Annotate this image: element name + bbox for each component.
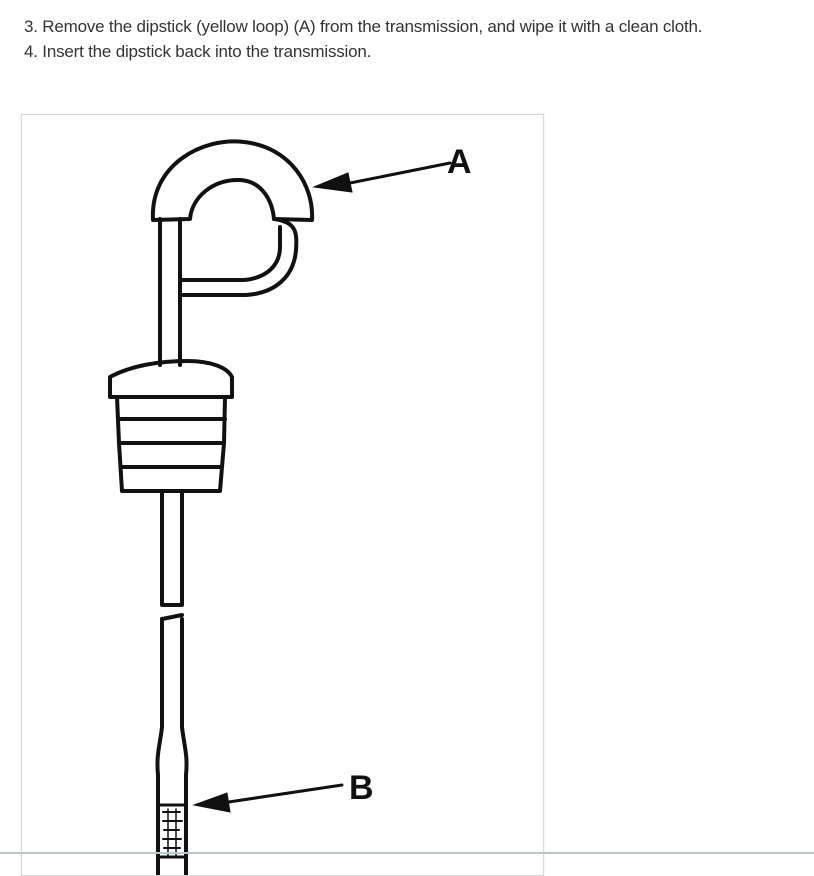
- dipstick-diagram: [21, 114, 544, 876]
- dipstick-drawing: [22, 115, 543, 875]
- dipstick-lower-shaft: [162, 491, 182, 605]
- step-3-text: 3. Remove the dipstick (yellow loop) (A) from the transmission, and wipe it with a clean cloth.: [24, 17, 703, 36]
- dipstick-hook-tail: [180, 219, 296, 295]
- dipstick-upper-shaft: [160, 219, 180, 365]
- dipstick-plug-cap: [110, 361, 232, 397]
- step-4-text: 4. Insert the dipstick back into the transmission.: [24, 42, 372, 61]
- callout-label-b: B: [349, 769, 374, 807]
- callout-arrow-b: [222, 785, 342, 803]
- instruction-steps: [24, 14, 804, 64]
- callout-arrowhead-b: [194, 793, 230, 812]
- callout-arrow-a: [340, 163, 450, 185]
- dipstick-loop-handle: [153, 141, 312, 220]
- callout-label-a: A: [447, 143, 472, 181]
- dipstick-bottom-shaft: [157, 619, 186, 875]
- dipstick-break-cap: [162, 615, 182, 619]
- callout-arrowhead-a: [314, 173, 352, 192]
